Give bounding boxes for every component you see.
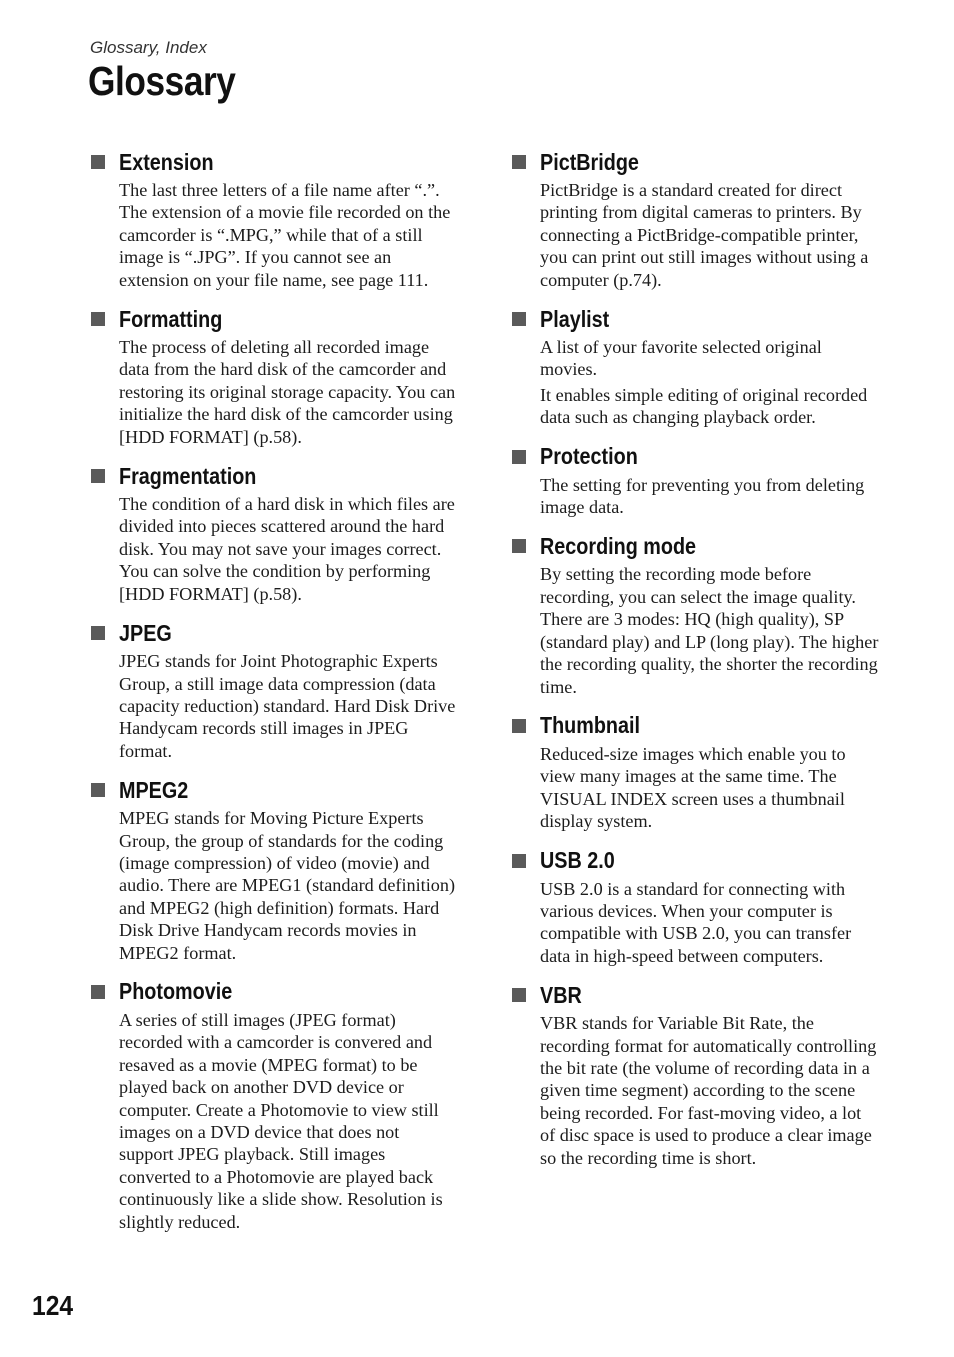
glossary-entry-extension (91, 148, 457, 291)
glossary-entry-pictbridge (512, 148, 880, 291)
square-bullet-icon (512, 719, 526, 733)
glossary-entry-mpeg2 (91, 776, 457, 964)
glossary-entry-thumbnail (512, 712, 880, 833)
glossary-entry-usb-2-0 (512, 847, 880, 968)
glossary-entry-jpeg (91, 619, 457, 762)
square-bullet-icon (512, 988, 526, 1002)
glossary-term (91, 462, 457, 490)
square-bullet-icon (91, 626, 105, 640)
square-bullet-icon (91, 155, 105, 169)
glossary-term (91, 619, 457, 647)
glossary-definition: JPEG stands for Joint Photographic Experts Group, a still image data compression (data capacity reduction) standard. Hard Disk Drive Handycam records still images in JPEG format. (119, 651, 456, 761)
glossary-definition: MPEG stands for Moving Picture Experts Group, the group of standards for the coding (image compression) of video (movie) and audio. There are MPEG1 (standard definition) and MPEG2 (high definition) formats. Hard Disk Drive Handycam records movies in MPEG2 format. (119, 808, 456, 963)
glossary-definition: Reduced-size images which enable you to view many images at the same time. The VISUAL INDEX screen uses a thumbnail display system. (540, 743, 846, 832)
glossary-term-text: Extension (119, 148, 214, 175)
glossary-column-left (91, 148, 457, 1247)
glossary-definition: The condition of a hard disk in which files are divided into pieces scattered around the hard disk. You may not save your images correct. You can solve the condition by performing [HDD FORMAT] (p.58). (119, 494, 455, 604)
glossary-term (512, 712, 880, 740)
glossary-definition: The last three letters of a file name after “.”. The extension of a movie file recorded on the camcorder is “.MPG,” while that of a still image is “.JPG”. If you cannot see an extension on your file name, see page 111. (119, 180, 451, 290)
glossary-term-text: PictBridge (540, 148, 639, 175)
glossary-term (91, 978, 457, 1006)
glossary-term-text: Playlist (540, 305, 610, 332)
glossary-term-text: VBR (540, 981, 582, 1008)
glossary-term-text: Recording mode (540, 532, 697, 559)
glossary-term-text: USB 2.0 (540, 847, 615, 874)
glossary-term (512, 443, 880, 471)
square-bullet-icon (91, 985, 105, 999)
square-bullet-icon (512, 854, 526, 868)
glossary-term-text: Thumbnail (540, 712, 641, 739)
square-bullet-icon (91, 312, 105, 326)
glossary-term (91, 776, 457, 804)
glossary-term-text: Photomovie (119, 978, 233, 1005)
glossary-term-text: JPEG (119, 619, 172, 646)
glossary-definition: The process of deleting all recorded image data from the hard disk of the camcorder and restoring its original storage capacity. You can initialize the hard disk of the camcorder using [HDD FORMAT] (p.58). (119, 337, 456, 447)
glossary-column-right (512, 148, 880, 1183)
glossary-entry-vbr (512, 981, 880, 1169)
glossary-definition: A list of your favorite selected original movies. (540, 337, 822, 380)
glossary-definition: USB 2.0 is a standard for connecting with various devices. When your computer is compatible with USB 2.0, you can transfer data in high-speed between computers. (540, 878, 852, 966)
glossary-entry-fragmentation (91, 462, 457, 605)
square-bullet-icon (512, 450, 526, 464)
page-number: 124 (32, 1290, 74, 1321)
section-label: Glossary, Index (90, 38, 207, 57)
glossary-definition: VBR stands for Variable Bit Rate, the recording format for automatically controlling the bit rate (the volume of recording data in a given time segment) according to the scene being recorded. For fast-moving video, a lot of disc space is used to produce a clear image so the recording time is short. (540, 1013, 877, 1168)
glossary-term (91, 305, 457, 333)
glossary-definition: The setting for preventing you from deleting image data. (540, 474, 865, 518)
square-bullet-icon (512, 312, 526, 326)
glossary-entry-formatting (91, 305, 457, 448)
glossary-term-text: Formatting (119, 305, 223, 332)
glossary-entry-recording-mode (512, 532, 880, 697)
glossary-term-text: MPEG2 (119, 776, 189, 803)
glossary-term-text: Protection (540, 443, 638, 470)
glossary-term-text: Fragmentation (119, 462, 257, 489)
glossary-term (91, 148, 457, 176)
glossary-definition: A series of still images (JPEG format) recorded with a camcorder is convered and resaved as a movie (MPEG format) to be played back on another DVD device or computer. Create a Photomovie to view still images on a DVD device that does not support JPEG playback. Still images converted to a Photomovie are played back continuously like a slide show. Resolution is slightly reduced. (119, 1009, 443, 1232)
square-bullet-icon (512, 155, 526, 169)
glossary-entry-photomovie (91, 978, 457, 1233)
glossary-term (512, 148, 880, 176)
glossary-definition: PictBridge is a standard created for direct printing from digital cameras to printers. By connecting a PictBridge-compatible printer, you can print out still images without using a computer (p.74). (540, 180, 869, 290)
square-bullet-icon (91, 469, 105, 483)
glossary-term (512, 981, 880, 1009)
glossary-term (512, 847, 880, 875)
glossary-entry-protection (512, 443, 880, 519)
page-title: Glossary (88, 58, 236, 104)
glossary-definition: By setting the recording mode before recording, you can select the image quality. There are 3 modes: HQ (high quality), SP (standard play) and LP (long play). The higher the recording quality, the shorter the recording time. (540, 564, 879, 697)
square-bullet-icon (91, 783, 105, 797)
square-bullet-icon (512, 539, 526, 553)
glossary-entry-playlist (512, 305, 880, 429)
glossary-definition: It enables simple editing of original recorded data such as changing playback order. (540, 384, 868, 428)
glossary-term (512, 532, 880, 560)
glossary-term (512, 305, 880, 333)
